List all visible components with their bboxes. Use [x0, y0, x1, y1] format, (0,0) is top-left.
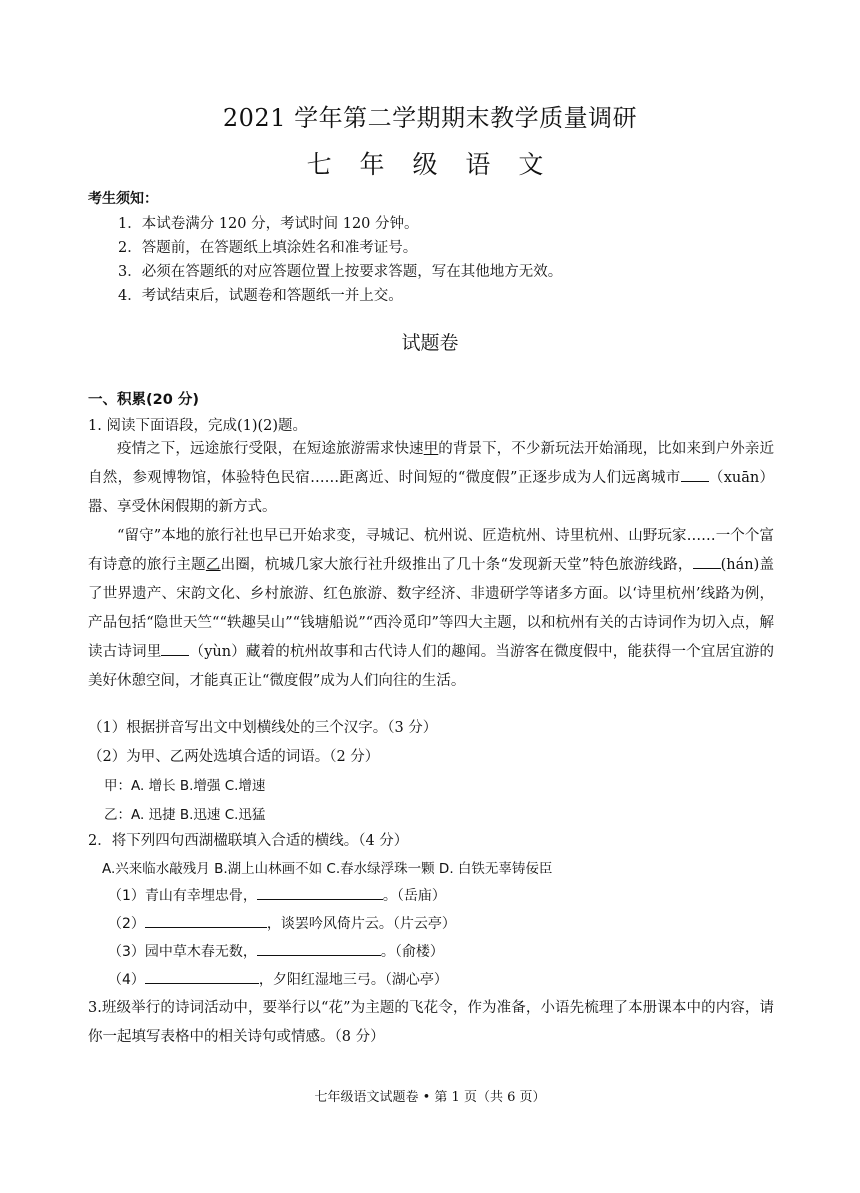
- blank-yi: 乙: [205, 557, 221, 573]
- couplet-text: 。（岳庙）: [382, 888, 446, 904]
- passage-paragraph-1: [88, 435, 774, 522]
- couplet-text: （2）: [108, 916, 145, 932]
- subquestion-2: （2）为甲、乙两处选填合适的词语。（2 分）: [88, 749, 380, 765]
- couplet-text: ，谈罢吟风倚片云。（片云亭）: [266, 916, 456, 932]
- answer-blank: [145, 969, 259, 984]
- passage-text: “留守”本地的旅行社也早已开始求变，寻城记、杭州说、匠造杭州、诗里杭州、山野玩家……一个个富有诗意的旅行主题: [88, 528, 774, 573]
- couplet-line-4: [108, 969, 448, 989]
- subquestion-1: （1）根据拼音写出文中划横线处的三个汉字。（3 分）: [88, 720, 438, 736]
- section-title: 试题卷: [401, 332, 459, 354]
- answer-blank: [681, 467, 709, 482]
- answer-blank: [161, 641, 189, 656]
- blank-jia: 甲: [423, 441, 439, 457]
- answer-blank: [257, 941, 381, 956]
- passage-text: 出圈，杭城几家大旅行社升级推出了几十条“发现新天堂”特色旅游线路，: [220, 557, 693, 573]
- passage-text: 的背景下，不少新玩法开始涌现，比如来到户外亲近自然，参观博物馆，体验特色民宿……距离近、时间短的“微度假”正逐步成为人们远离城市: [88, 441, 775, 486]
- exam-title: 2021 学年第二学期期末教学质量调研: [222, 104, 638, 132]
- couplet-text: （4）: [108, 972, 145, 988]
- options-yi: 乙：A. 迅捷 B.迅速 C.迅猛: [104, 807, 266, 823]
- question-1-stem: 1. 阅读下面语段，完成(1)(2)题。: [88, 418, 308, 434]
- passage-text: (hán)盖了世界遗产、宋韵文化、乡村旅游、红色旅游、数字经济、非遗研学等诸多方面。以‘诗里杭州’线路为例，产品包括“隐世天竺“: [88, 557, 775, 631]
- couplet-text: （3）园中草木春无数，: [108, 944, 257, 960]
- answer-blank: [257, 885, 383, 900]
- notice-item: 1．本试卷满分 120 分，考试时间 120 分钟。: [118, 216, 419, 232]
- options-jia: 甲：A. 增长 B.增强 C.增速: [104, 778, 266, 794]
- couplet-text: ，夕阳红湿地三弓。（湖心亭）: [258, 972, 448, 988]
- question-2-stem: 2．将下列四句西湖楹联填入合适的横线。（4 分）: [88, 833, 409, 849]
- part-heading: 一、积累(20 分): [88, 392, 199, 408]
- notice-item: 2．答题前，在答题纸上填涂姓名和准考证号。: [118, 240, 418, 256]
- question-3-stem: 3.班级举行的诗词活动中，要举行以“花”为主题的飞花令，作为准备，小语先梳理了本册课本中的内容，请你一起填写表格中的相关诗句或情感。（8 分）: [88, 1000, 774, 1045]
- couplet-text: （1）青山有幸埋忠骨，: [108, 888, 257, 904]
- couplet-line-2: [108, 913, 456, 933]
- passage-paragraph-2: [88, 522, 774, 696]
- page-footer: 七年级语文试题卷 • 第 1 页（共 6 页）: [314, 1090, 546, 1105]
- passage-text: （yùn）藏着的杭州故事和古代诗人们的趣闻。当游客在微度假中，能获得一个宜居宜游的美好休憩空间，才能真正让“微度假”成为人们向往的生活。: [88, 644, 774, 689]
- answer-blank: [693, 554, 721, 569]
- passage-text: 疫情之下，远途旅行受限，在短途旅游需求快速: [117, 441, 424, 457]
- couplet-text: 。（俞楼）: [380, 944, 444, 960]
- notice-heading: 考生须知：: [88, 191, 158, 207]
- couplet-line-1: [108, 885, 446, 905]
- passage-text: “轶趣吴山”“钱塘船说”“西泠觅印”等四大主题，以和杭州有关的古诗词作为切入点，解读古诗词里: [88, 615, 774, 660]
- notice-item: 3．必须在答题纸的对应答题位置上按要求答题，写在其他地方无效。: [118, 264, 563, 280]
- answer-blank: [145, 913, 267, 928]
- notice-item: 4．考试结束后，试题卷和答题纸一并上交。: [118, 288, 403, 304]
- passage-text: （xuān）嚣、享受休闲假期的新方式。: [88, 470, 774, 515]
- exam-subtitle: 七 年 级 语 文: [306, 150, 554, 179]
- couplet-line-3: [108, 941, 444, 961]
- question-2-options: A.兴来临水敲残月 B.湖上山林画不如 C.春水绿浮珠一颗 D. 白铁无辜铸佞臣: [102, 861, 553, 877]
